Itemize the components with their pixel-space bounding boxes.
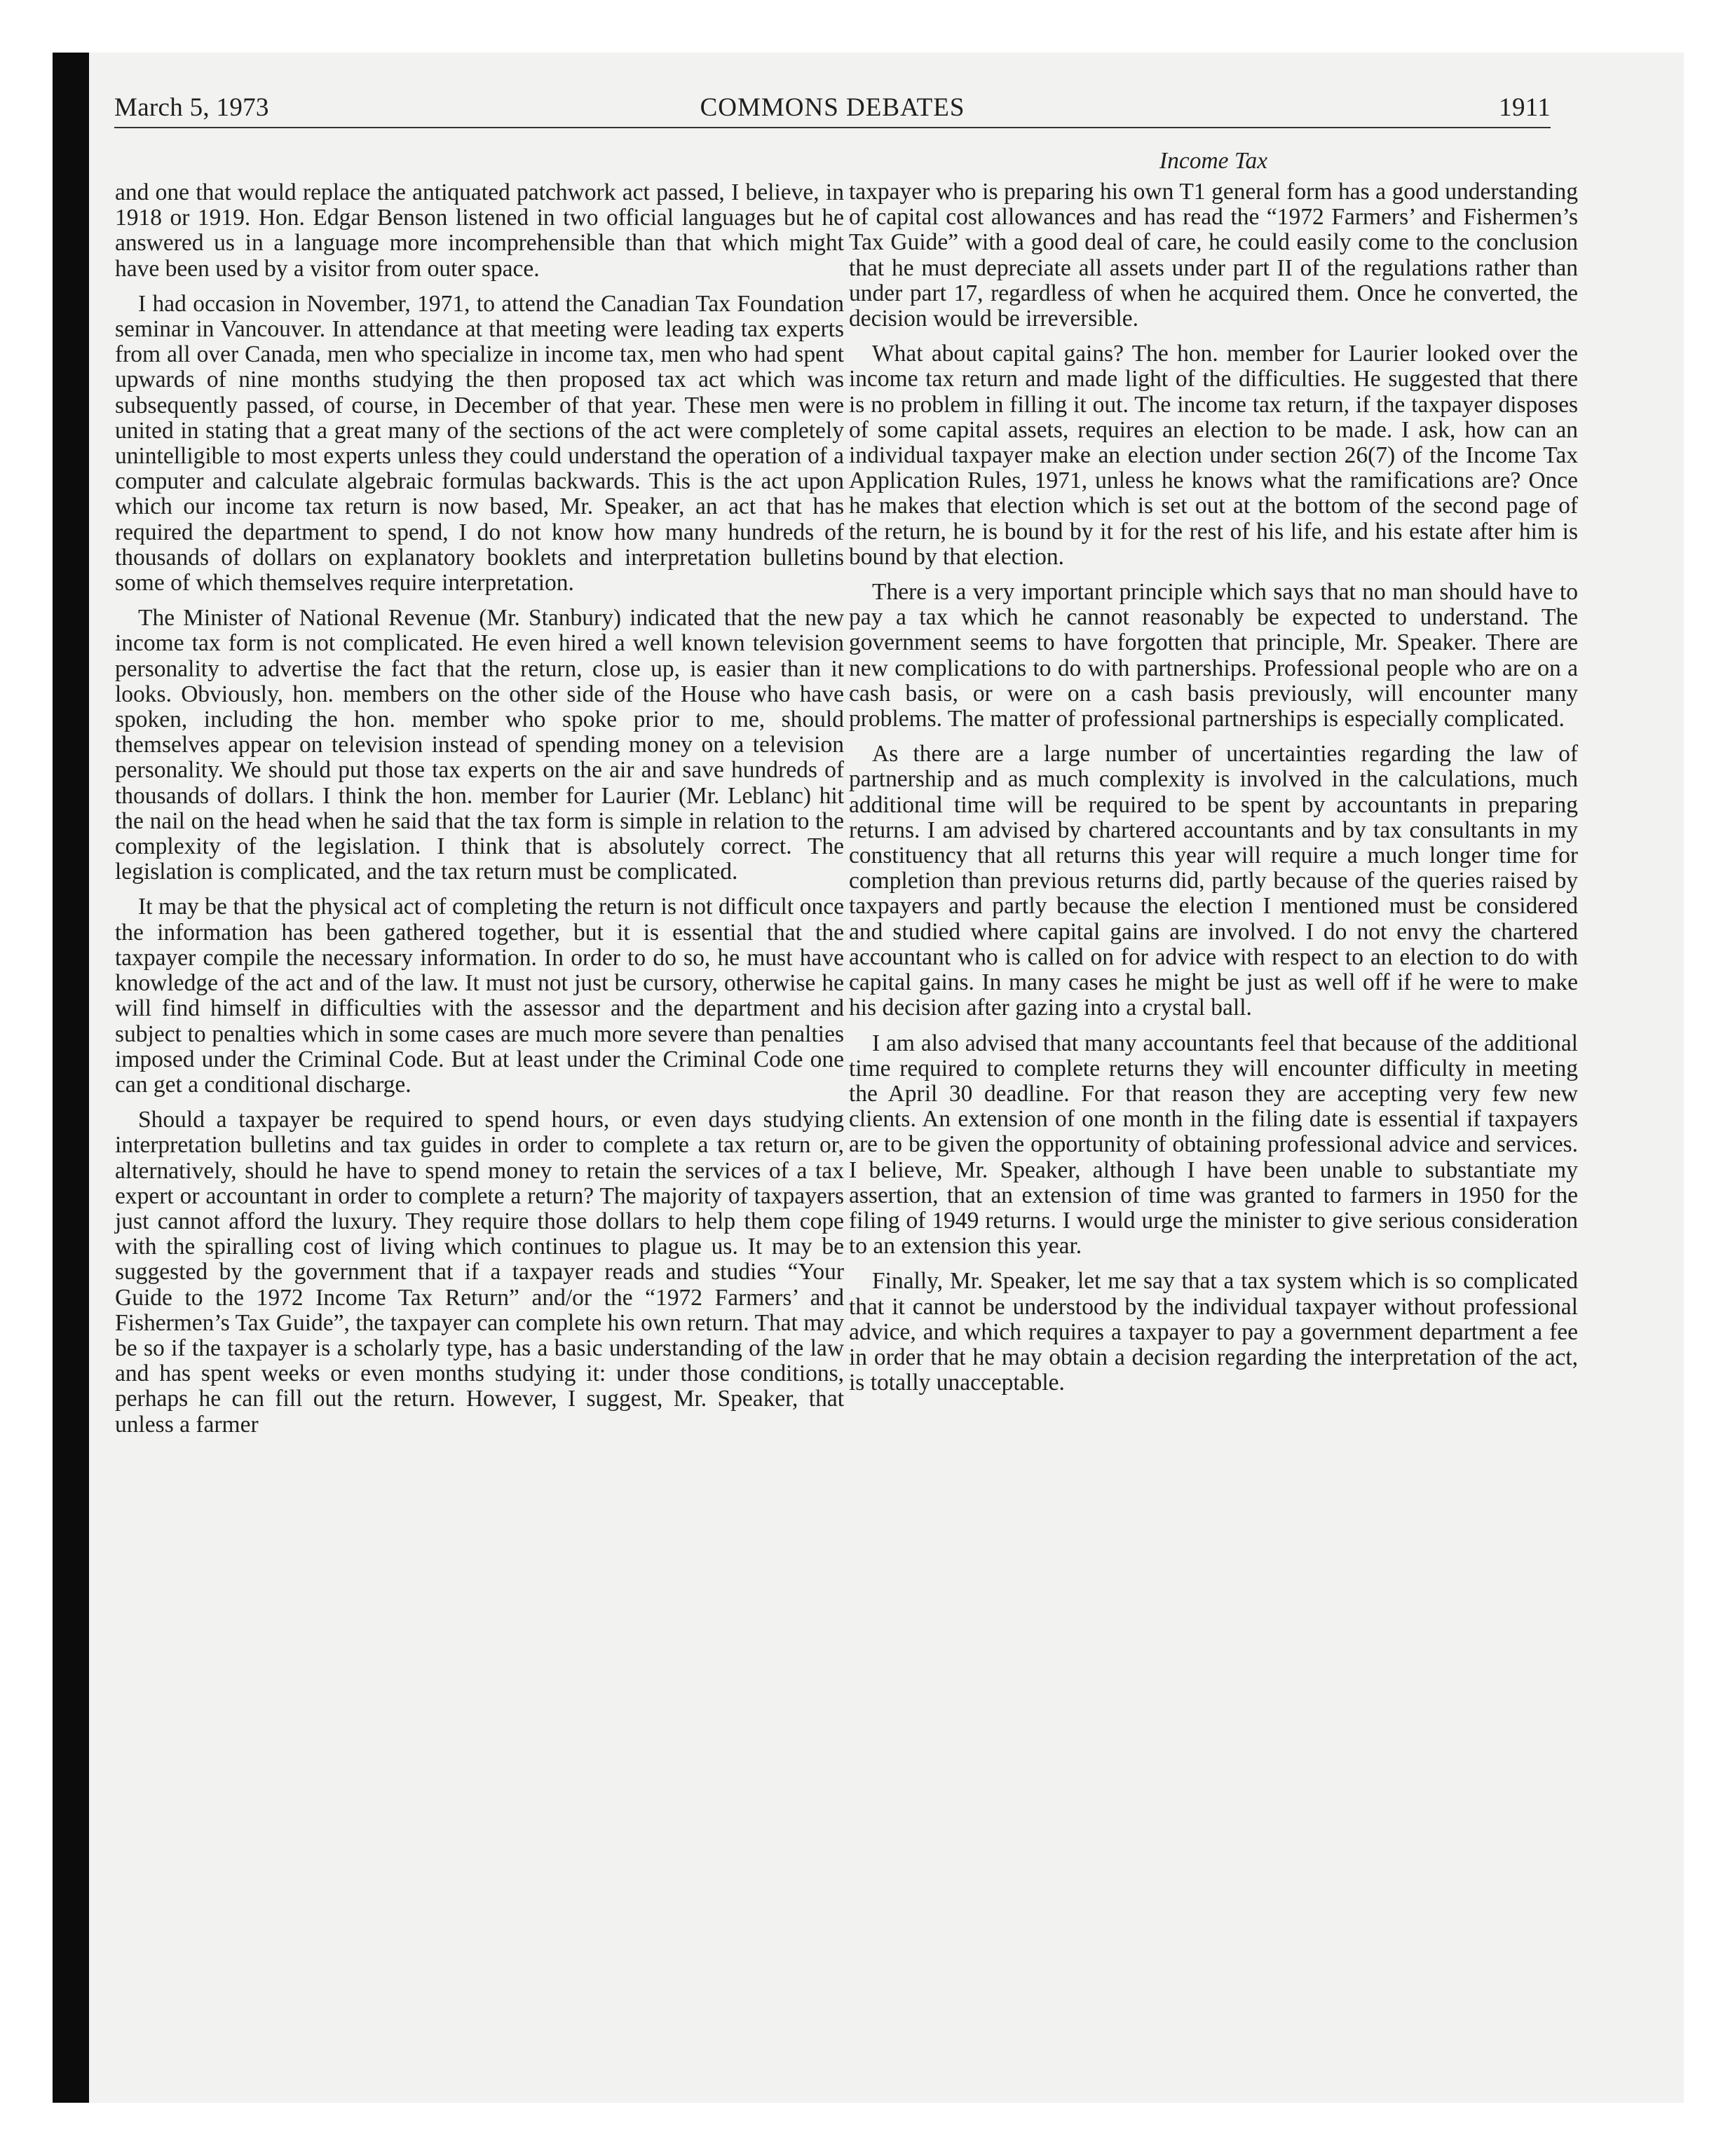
binding-edge	[53, 53, 89, 2103]
paragraph: The Minister of National Revenue (Mr. Stanbury) indicated that the new income tax form is not complicated. He even hired a well known television personality to advertise the fact that the return, close up, is easier than it looks. Obviously, hon. members on the other side of the House who have spoken, including the hon. member who spoke prior to me, should themselves appear on television instead of spending money on a television personality. We should put those tax experts on the air and save hundreds of thousands of dollars. I think the hon. member for Laurier (Mr. Leblanc) hit the nail on the head when he said that the tax form is simple in relation to the complexity of the legislation. I think that is absolutely correct. The legislation is complicated, and the tax return must be complicated.	[115, 605, 844, 885]
paragraph: and one that would replace the antiquated patchwork act passed, I believe, in 1918 or 1919. Hon. Edgar Benson listened in two official languages but he answered us in a language more incomprehensible than that which might have been used by a visitor from outer space.	[115, 179, 844, 282]
paragraph: Should a taxpayer be required to spend hours, or even days studying interpretation bulletins and tax guides in order to complete a tax return or, alternatively, should he have to spend money to retain the services of a tax expert or accountant in order to complete a return? The majority of taxpayers just cannot afford the luxury. They require those dollars to help them cope with the spiralling cost of living which continues to plague us. It may be suggested by the government that if a taxpayer reads and studies “Your Guide to the 1972 Income Tax Return” and/or the “1972 Farmers’ and Fishermen’s Tax Guide”, the taxpayer can complete his own return. That may be so if the taxpayer is a scholarly type, has a basic understanding of the law and has spent weeks or even months studying it: under those conditions, perhaps he can fill out the return. However, I suggest, Mr. Speaker, that unless a farmer	[115, 1107, 844, 1438]
section-title: Income Tax	[1159, 148, 1268, 174]
paragraph: It may be that the physical act of completing the return is not difficult once the information has been gathered together, but it is essential that the taxpayer compile the necessary information. In order to do so, he must have knowledge of the act and of the law. It must not just be cursory, otherwise he will find himself in difficulties with the assessor and the department and subject to penalties which in some cases are much more severe than penalties imposed under the Criminal Code. But at least under the Criminal Code one can get a conditional discharge.	[115, 894, 844, 1098]
paragraph: As there are a large number of uncertainties regarding the law of partnership and as much complexity is involved in the calculations, much additional time will be required to be spent by accountants in preparing returns. I am advised by chartered accountants and by tax consultants in my constituency that all returns this year will require a much longer time for completion than previous returns did, partly because of the queries raised by taxpayers and partly because the election I mentioned must be considered and studied where capital gains are involved. I do not envy the chartered accountant who is called on for advice with respect to an election to do with capital gains. In many cases he might be just as well off if he were to make his decision after gazing into a crystal ball.	[849, 741, 1578, 1021]
running-header	[114, 88, 1551, 128]
right-column	[849, 149, 1578, 1405]
header-date: March 5, 1973	[114, 93, 269, 122]
paragraph: Finally, Mr. Speaker, let me say that a tax system which is so complicated that it cannot be understood by the individual taxpayer without professional advice, and which requires a taxpayer to pay a government department a fee in order that he may obtain a decision regarding the interpretation of the act, is totally unacceptable.	[849, 1268, 1578, 1396]
paragraph: taxpayer who is preparing his own T1 general form has a good understanding of capital cost allowances and has read the “1972 Farmers’ and Fishermen’s Tax Guide” with a good deal of care, he could easily come to the conclusion that he must depreciate all assets under part II of the regulations rather than under part 17, regardless of when he acquired them. Once he converted, the decision would be irreversible.	[849, 179, 1578, 332]
header-page-number: 1911	[1499, 93, 1551, 122]
left-column	[115, 180, 844, 1447]
paragraph: I am also advised that many accountants feel that because of the additional time required to complete returns they will encounter difficulty in meeting the April 30 deadline. For that reason they are accepting very few new clients. An extension of one month in the filing date is essential if taxpayers are to be given the opportunity of obtaining professional advice and services. I believe, Mr. Speaker, although I have been unable to substantiate my assertion, that an extension of time was granted to farmers in 1950 for the filing of 1949 returns. I would urge the minister to give serious consideration to an extension this year.	[849, 1030, 1578, 1260]
paragraph: What about capital gains? The hon. member for Laurier looked over the income tax return and made light of the difficulties. He suggested that there is no problem in filling it out. The income tax return, if the taxpayer disposes of some capital assets, requires an election to be made. I ask, how can an individual taxpayer make an election under section 26(7) of the Income Tax Application Rules, 1971, unless he knows what the ramifications are? Once he makes that election which is set out at the bottom of the second page of the return, he is bound by it for the rest of his life, and his estate after him is bound by that election.	[849, 341, 1578, 570]
header-journal-title: COMMONS DEBATES	[700, 93, 965, 122]
paragraph: There is a very important principle which says that no man should have to pay a tax which he cannot reasonably be expected to understand. The government seems to have forgotten that principle, Mr. Speaker. There are new complications to do with partnerships. Professional people who are on a cash basis, or were on a cash basis previously, will encounter many problems. The matter of professional partnerships is especially complicated.	[849, 579, 1578, 732]
paragraph: I had occasion in November, 1971, to attend the Canadian Tax Foundation seminar in Vancouver. In attendance at that meeting were leading tax experts from all over Canada, men who specialize in income tax, men who had spent upwards of nine months studying the then proposed tax act which was subsequently passed, of course, in December of that year. These men were united in stating that a great many of the sections of the act were completely unintelligible to most experts unless they could understand the operation of a computer and calculate algebraic formulas backwards. This is the act upon which our income tax return is now based, Mr. Speaker, an act that has required the department to spend, I do not know how many hundreds of thousands of dollars on explanatory booklets and interpretation bulletins some of which themselves require interpretation.	[115, 290, 844, 596]
